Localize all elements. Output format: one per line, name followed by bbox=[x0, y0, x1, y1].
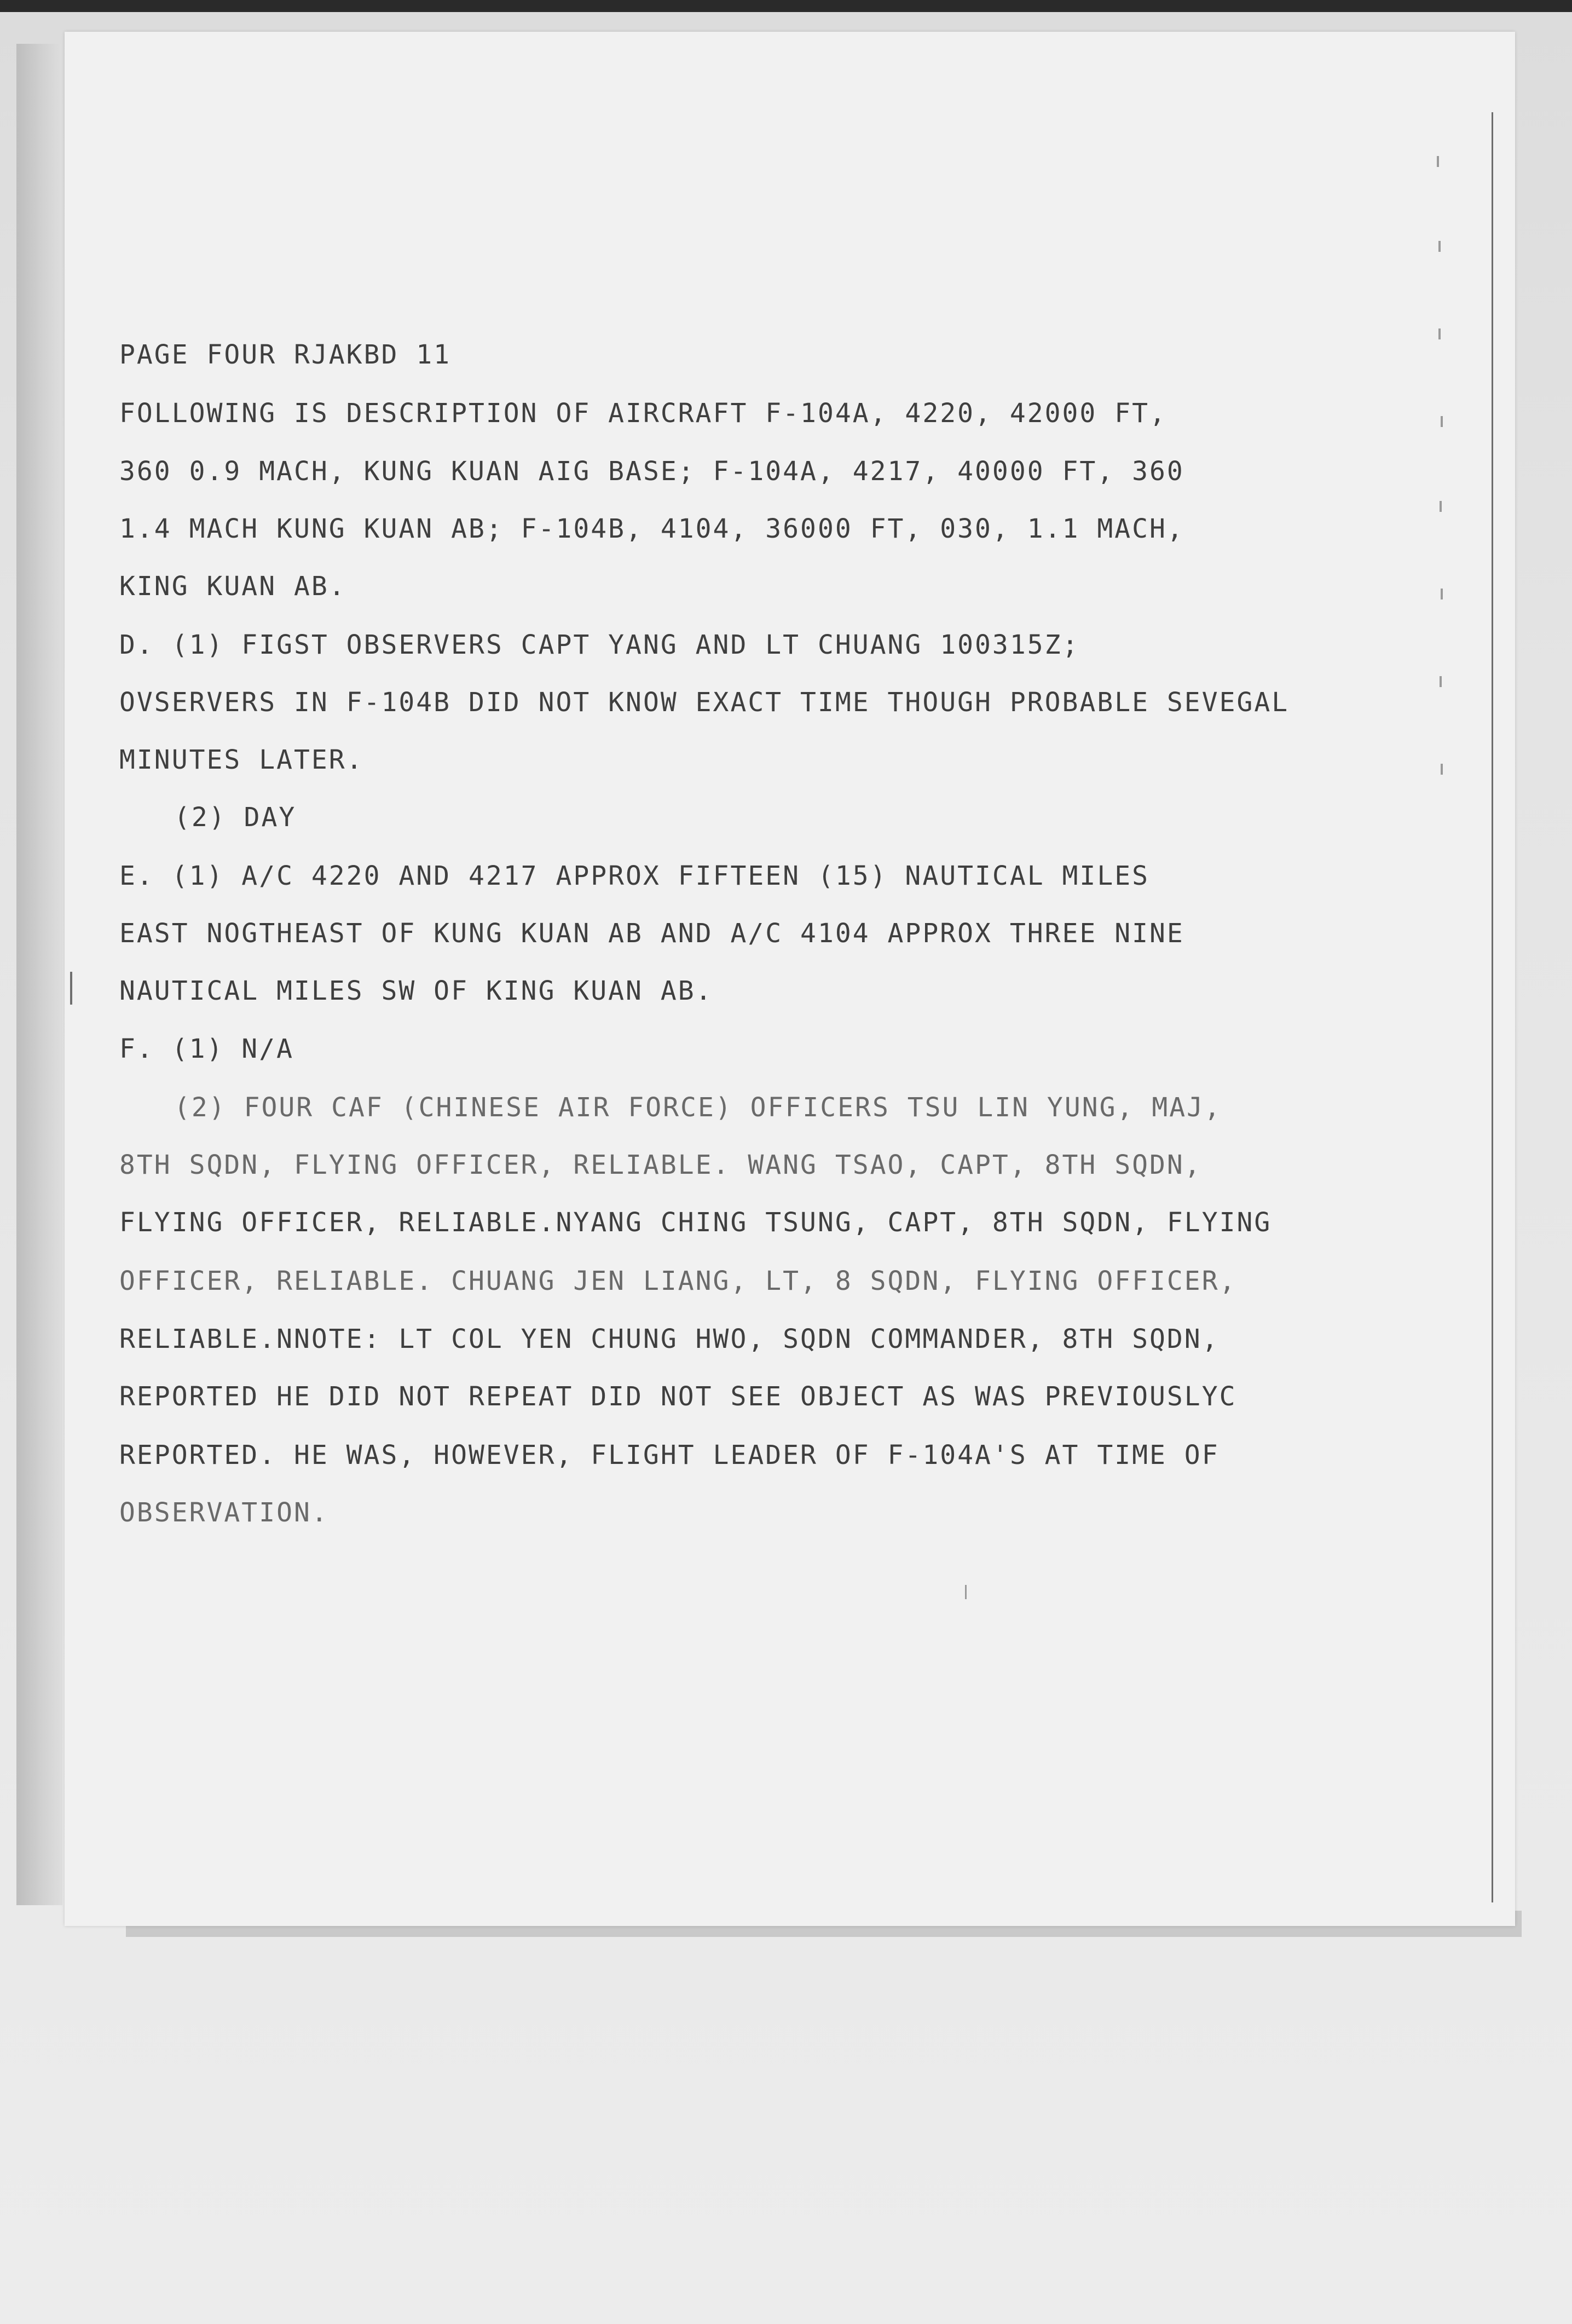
edge-mark bbox=[1441, 764, 1443, 775]
edge-mark bbox=[1440, 501, 1442, 512]
text-line: REPORTED HE DID NOT REPEAT DID NOT SEE OBJECT AS WAS PREVIOUSLYC bbox=[119, 1381, 1237, 1412]
text-line: REPORTED. HE WAS, HOWEVER, FLIGHT LEADER OF F-104A'S AT TIME OF bbox=[119, 1440, 1220, 1470]
edge-mark bbox=[1437, 156, 1439, 167]
text-line: MINUTES LATER. bbox=[119, 745, 364, 775]
text-line: (2) FOUR CAF (CHINESE AIR FORCE) OFFICERS TSU LIN YUNG, MAJ, bbox=[174, 1092, 1222, 1123]
text-line: F. (1) N/A bbox=[119, 1034, 294, 1064]
edge-mark bbox=[1440, 676, 1442, 687]
text-line: E. (1) A/C 4220 AND 4217 APPROX FIFTEEN (15) NAUTICAL MILES bbox=[119, 861, 1150, 891]
text-line: OFFICER, RELIABLE. CHUANG JEN LIANG, LT, 8 SQDN, FLYING OFFICER, bbox=[119, 1266, 1237, 1296]
text-line: KING KUAN AB. bbox=[119, 571, 346, 602]
edge-mark bbox=[1438, 328, 1441, 339]
edge-mark bbox=[965, 1585, 967, 1599]
margin-tick bbox=[70, 972, 72, 1005]
text-line: FLYING OFFICER, RELIABLE.NYANG CHING TSUNG, CAPT, 8TH SQDN, FLYING bbox=[119, 1207, 1272, 1238]
page-left-shadow bbox=[16, 44, 62, 1905]
text-line: NAUTICAL MILES SW OF KING KUAN AB. bbox=[119, 976, 713, 1006]
edge-mark bbox=[1441, 416, 1443, 427]
edge-mark bbox=[1441, 589, 1443, 599]
page-right-rule bbox=[1492, 112, 1493, 1902]
page-header-line: PAGE FOUR RJAKBD 11 bbox=[119, 339, 452, 370]
edge-mark bbox=[1438, 241, 1441, 252]
text-line: 1.4 MACH KUNG KUAN AB; F-104B, 4104, 36000 FT, 030, 1.1 MACH, bbox=[119, 514, 1184, 544]
text-line: EAST NOGTHEAST OF KUNG KUAN AB AND A/C 4104 APPROX THREE NINE bbox=[119, 918, 1184, 949]
text-line: D. (1) FIGST OBSERVERS CAPT YANG AND LT CHUANG 100315Z; bbox=[119, 630, 1080, 660]
text-line: OBSERVATION. bbox=[119, 1497, 329, 1528]
text-line: FOLLOWING IS DESCRIPTION OF AIRCRAFT F-104A, 4220, 42000 FT, bbox=[119, 398, 1167, 429]
text-line: OVSERVERS IN F-104B DID NOT KNOW EXACT TIME THOUGH PROBABLE SEVEGAL bbox=[119, 687, 1290, 718]
scan-top-border bbox=[0, 0, 1572, 12]
text-line: 8TH SQDN, FLYING OFFICER, RELIABLE. WANG TSAO, CAPT, 8TH SQDN, bbox=[119, 1150, 1202, 1180]
text-line: RELIABLE.NNOTE: LT COL YEN CHUNG HWO, SQDN COMMANDER, 8TH SQDN, bbox=[119, 1324, 1220, 1354]
text-line: (2) DAY bbox=[174, 802, 297, 833]
text-line: 360 0.9 MACH, KUNG KUAN AIG BASE; F-104A, 4217, 40000 FT, 360 bbox=[119, 456, 1184, 487]
